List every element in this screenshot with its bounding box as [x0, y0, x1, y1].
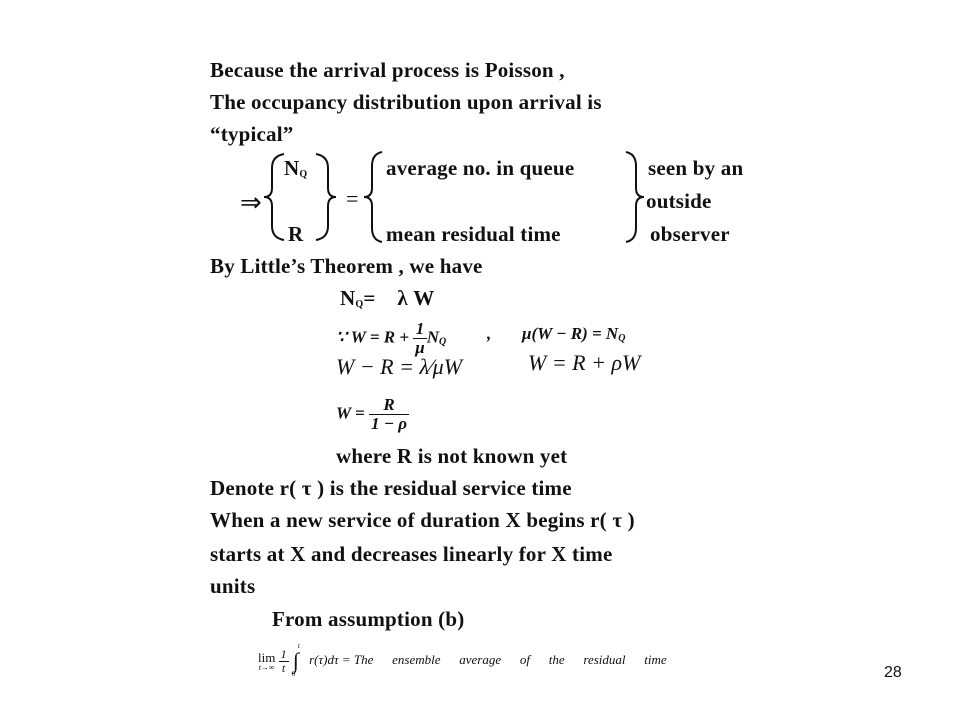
text-line-3: “typical” [210, 122, 294, 146]
r-label: R [288, 222, 304, 246]
text-line-5: where R is not known yet [336, 444, 568, 468]
left-brace-2 [362, 150, 388, 244]
text-line-9: units [210, 574, 256, 598]
page-number: 28 [884, 664, 902, 681]
nq-label: $N_Q$ [284, 156, 308, 180]
w-rho-equation: W = R + ρW [528, 350, 641, 375]
limit-equation: lim t→∞ $\frac{1}{t}$ t ∫ 0 r(τ)dτ = The ensemble average of the residual time [258, 642, 667, 678]
text-line-8: starts at X and decreases linearly for X time [210, 542, 613, 566]
seen-by-label: seen by an [648, 156, 744, 180]
text-line-2: The occupancy distribution upon arrival is [210, 90, 602, 114]
mean-residual-label: mean residual time [386, 222, 561, 246]
right-brace-2 [622, 150, 648, 244]
text-line-10: From assumption (b) [272, 607, 465, 631]
right-brace-1 [312, 152, 342, 242]
w-fraction-equation: W = $\frac{R}{1 - \rho}$ [336, 395, 408, 433]
observer-label: observer [650, 222, 730, 246]
w-minus-r-equation: W − R = λ⁄μW [336, 354, 463, 379]
little-equation: $N_Q=$ λ W [340, 286, 435, 310]
text-line-4: By Little’s Theorem , we have [210, 254, 483, 278]
text-line-1: Because the arrival process is Poisson , [210, 58, 565, 82]
comma: , [487, 324, 492, 343]
outside-label: outside [646, 189, 712, 213]
mu-equation: $\mu(W - R) = N_Q$ [522, 324, 626, 344]
implies-arrow: ⇒ [240, 188, 262, 217]
text-line-6: Denote r( τ ) is the residual service time [210, 476, 572, 500]
equals-sign: = [346, 186, 359, 211]
avg-queue-label: average no. in queue [386, 156, 575, 180]
because-equation: ∵ W = R + $\frac{1}{\mu}$ $N_Q$ [336, 319, 447, 357]
text-line-7: When a new service of duration X begins r( τ ) [210, 508, 635, 532]
